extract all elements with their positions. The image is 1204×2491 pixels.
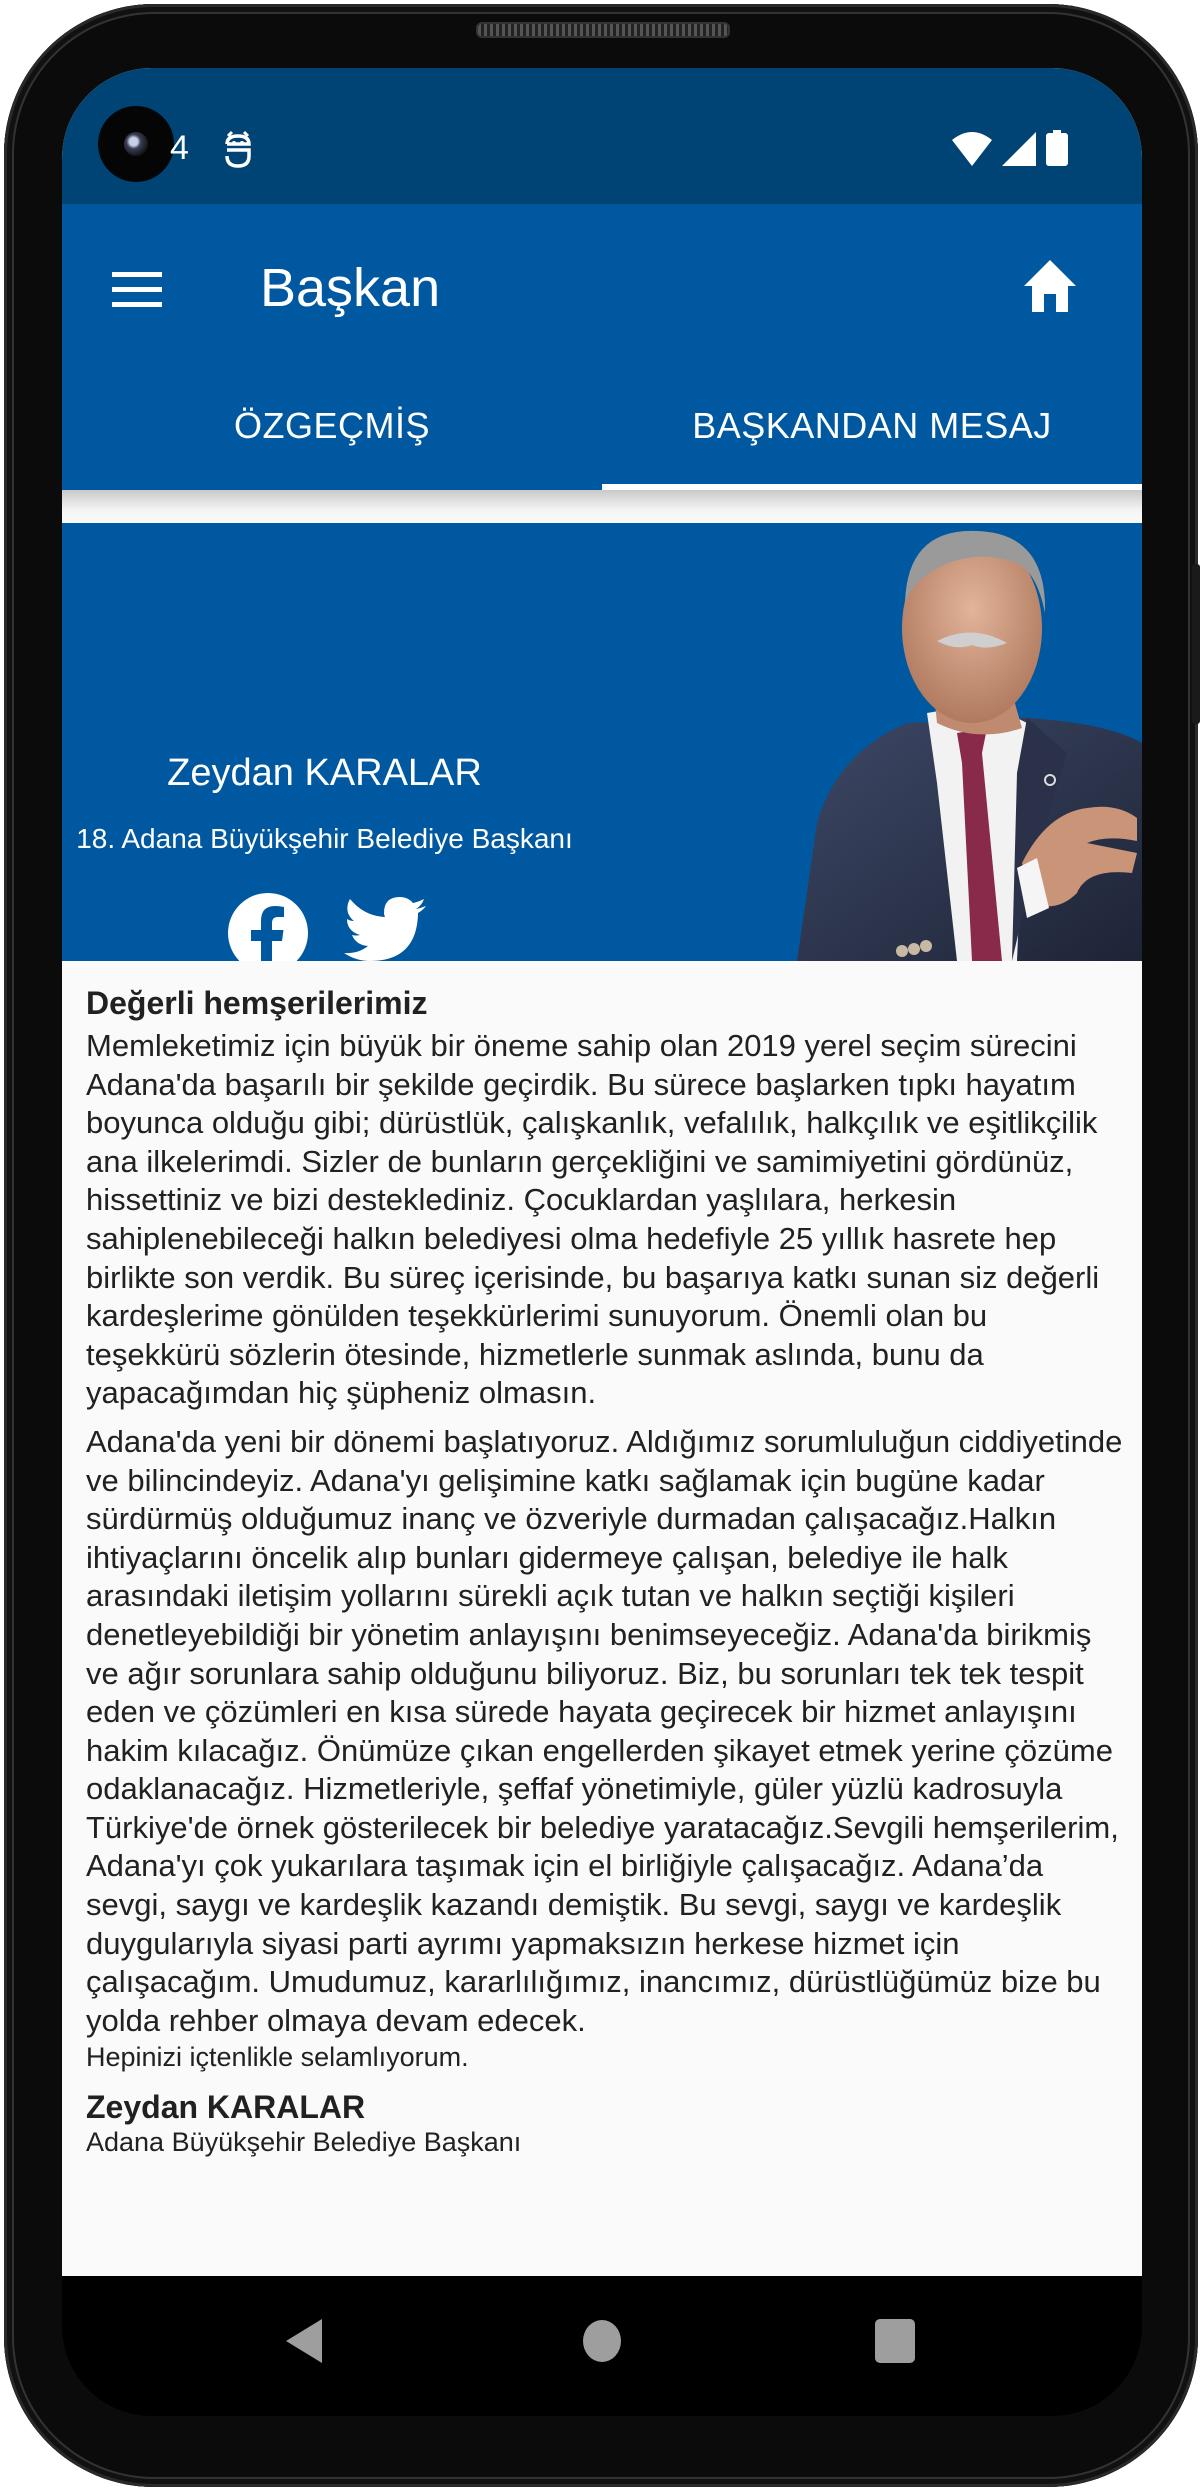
earpiece-speaker: [476, 22, 730, 38]
home-circle-icon: [582, 2318, 622, 2364]
power-button: [1192, 564, 1200, 724]
menu-icon-bar: [112, 287, 162, 292]
divider-shadow: [62, 490, 1142, 523]
front-camera: [98, 106, 174, 182]
wifi-icon: [952, 132, 992, 171]
tab-baskandan-mesaj[interactable]: BAŞKANDAN MESAJ: [602, 368, 1142, 490]
cell-signal-icon: [1002, 132, 1036, 171]
screen: [62, 68, 1142, 2276]
tab-bar: [62, 368, 1142, 490]
social-links: [228, 893, 424, 961]
recents-button[interactable]: [874, 2318, 916, 2369]
debug-icon: [224, 130, 252, 168]
back-button[interactable]: [284, 2318, 324, 2369]
portrait-photo: [787, 523, 1142, 961]
signature-role: Adana Büyükşehir Belediye Başkanı: [86, 2127, 522, 2158]
menu-icon: [112, 272, 162, 277]
menu-button[interactable]: [110, 268, 166, 312]
hero-banner: [62, 523, 1142, 961]
status-icons: [952, 130, 1068, 171]
twitter-icon[interactable]: [344, 893, 424, 961]
menu-icon-bar: [112, 302, 162, 307]
message-paragraph: Memleketimiz için büyük bir öneme sahip olan 2019 yerel seçim sürecini Adana'da başarılı bir şekilde geçirdik. Bu sürece başlarken tıpkı hayatım boyunca olduğu gibi; dürüstlük, çalışkanlık, vefalılık, halkçılık ve eşitlikçilik ana ilkelerimdi. Sizler de bunların gerçekliğini ve samimiyetini gördünüz, hissettiniz ve bizi desteklediniz. Çocuklardan yaşlılara, herkesin sahiplenebileceği halkın belediyesi olma hedefiyle 25 yıllık hasrete hep birlikte son verdik. Bu süreç içerisinde, bu başarıya katkı sunan siz değerli kardeşlerime gönülden teşekkürlerimi sunuyorum. Önemli olan bu teşekkürü sözlerin ötesinde, hizmetlerle sunmak aslında, bunu da yapacağımdan hiç şüpheniz olmasın.: [86, 1028, 1100, 1411]
back-icon: [284, 2318, 324, 2364]
hero-role: 18. Adana Büyükşehir Belediye Başkanı: [76, 823, 573, 854]
status-bar: [62, 68, 1142, 204]
recents-icon: [874, 2318, 916, 2364]
message-greeting: Değerli hemşerilerimiz: [86, 985, 428, 1021]
battery-icon: [1046, 130, 1068, 171]
app-bar: [62, 204, 1142, 490]
system-nav-bar: [62, 2276, 1142, 2416]
home-icon: [1020, 256, 1080, 316]
tab-ozgecmis[interactable]: ÖZGEÇMİŞ: [233, 405, 430, 446]
home-nav-button[interactable]: [582, 2318, 622, 2369]
hero-name: Zeydan KARALAR: [167, 752, 482, 794]
facebook-icon[interactable]: [228, 893, 308, 961]
message-content: [62, 961, 1142, 2276]
message-closing: Hepinizi içtenlikle selamlıyorum.: [86, 2042, 469, 2073]
status-time: 4: [170, 129, 189, 167]
signature-name: Zeydan KARALAR: [86, 2089, 366, 2126]
home-button[interactable]: [1020, 256, 1080, 316]
message-paragraph: Adana'da yeni bir dönemi başlatıyoruz. Aldığımız sorumluluğun ciddiyetinde ve bilincindeyiz. Adana'yı gelişimine katkı sağlamak için bugüne kadar sürdürmüş olduğumuz inanç ve özveriyle durmadan çalışacağız.Halkın ihtiyaçlarını öncelik alıp bunları gidermeye çalışan, belediye ile halk arasındaki iletişim yollarını sürekli açık tutan ve halkın seçtiği kişileri denetleyebildiği bir yönetim anlayışını benimseyeceğiz. Adana'da birikmiş ve ağır sorunlara sahip olduğunu biliyoruz. Biz, bu sorunları tek tek tespit eden ve çözümleri en kısa sürede hayata geçirecek bir hizmet anlayışını hakim kılacağız. Önümüze çıkan engellerden şikayet etmek yerine çözüme odaklanacağız. Hizmetleriyle, şeffaf yönetimiyle, güler yüzlü kadrosuyla Türkiye'de örnek gösterilecek bir belediye yaratacağız.Sevgili hemşerilerim, Adana'yı çok yukarılara taşımak için el birliğiyle çalışacağız. Adana’da sevgi, saygı ve kardeşlik kazandı demiştik. Bu sevgi, saygı ve kardeşlik duygularıyla siyasi parti ayrımı yapmaksızın herkese hizmet için çalışacağım. Umudumuz, kararlılığımız, inancımız, dürüstlüğümüz bize bu yolda rehber olmaya devam edecek.: [86, 1423, 1123, 2038]
page-title: Başkan: [260, 258, 441, 318]
